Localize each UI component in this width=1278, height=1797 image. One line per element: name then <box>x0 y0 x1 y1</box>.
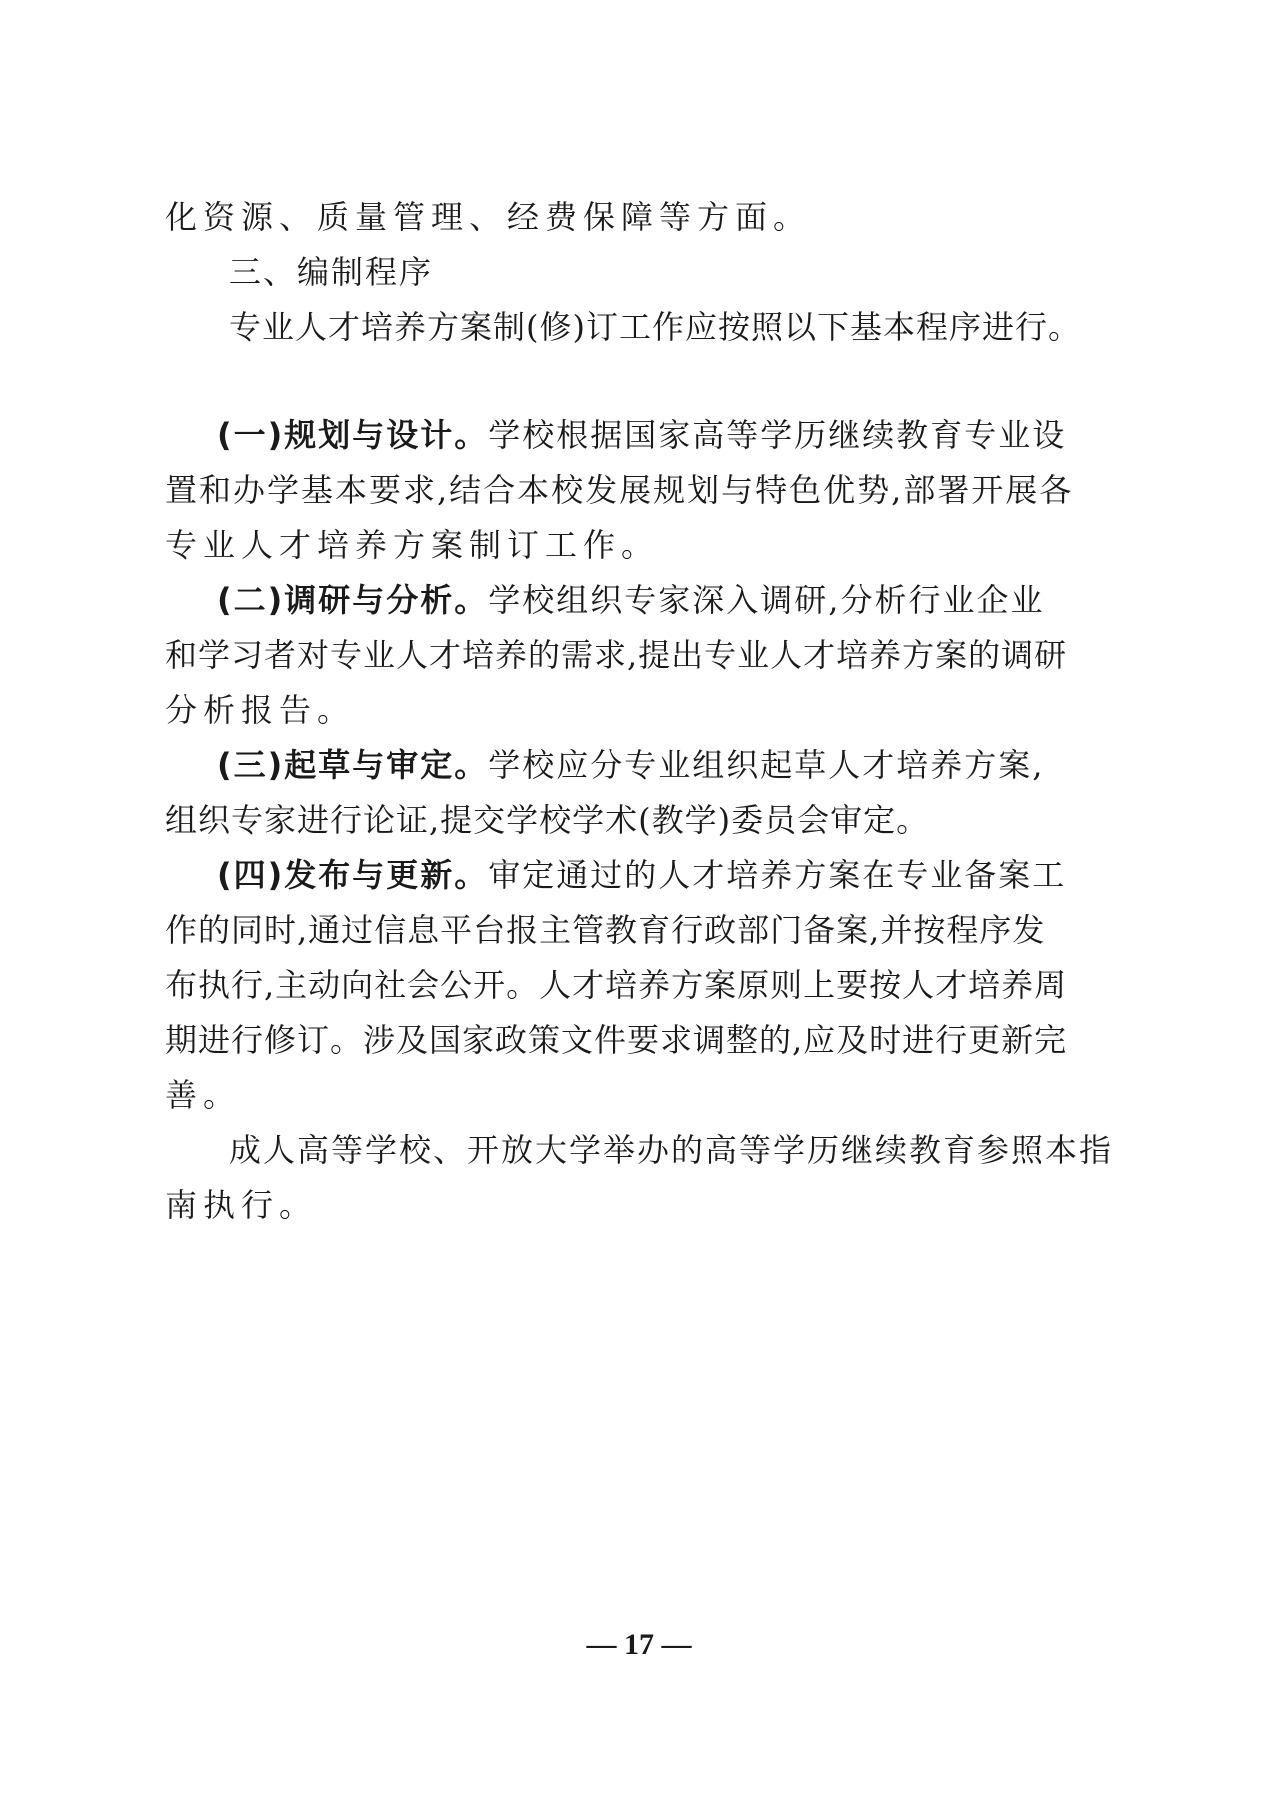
step4-text: 审定通过的人才培养方案在专业备案工 <box>488 856 1067 894</box>
step2-lead: (二)调研与分析。 <box>217 581 489 619</box>
step4-line1 <box>165 855 1103 895</box>
step4-line2: 作的同时,通过信息平台报主管教育行政部门备案,并按程序发 <box>165 911 1046 949</box>
step3-lead: (三)起草与审定。 <box>217 746 489 784</box>
closing-line1: 成人高等学校、开放大学举办的高等学历继续教育参照本指 <box>229 1131 1114 1169</box>
step1-line1 <box>165 415 1103 455</box>
paragraph-line: 化资源、质量管理、经费保障等方面。 <box>165 198 812 236</box>
step2-line3: 分析报告。 <box>165 691 356 729</box>
step4-line3: 布执行,主动向社会公开。人才培养方案原则上要按人才培养周 <box>165 966 1068 1004</box>
step4-line4: 期进行修订。涉及国家政策文件要求调整的,应及时进行更新完 <box>165 1021 1068 1059</box>
step1-line2: 置和办学基本要求,结合本校发展规划与特色优势,部署开展各 <box>165 471 1074 509</box>
intro-paragraph: 专业人才培养方案制(修)订工作应按照以下基本程序进行。 <box>229 308 1081 346</box>
step3-line2: 组织专家进行论证,提交学校学术(教学)委员会审定。 <box>165 801 930 839</box>
step4-line5: 善。 <box>165 1076 242 1114</box>
step2-line2: 和学习者对专业人才培养的需求,提出专业人才培养方案的调研 <box>165 636 1068 674</box>
step4-lead: (四)发布与更新。 <box>217 856 489 894</box>
step1-lead: (一)规划与设计。 <box>217 416 489 454</box>
step1-text: 学校根据国家高等学历继续教育专业设 <box>488 416 1067 454</box>
closing-line2: 南执行。 <box>165 1186 318 1224</box>
step2-line1 <box>165 580 1103 620</box>
step3-text: 学校应分专业组织起草人才培养方案, <box>488 746 1045 784</box>
step3-line1 <box>165 745 1103 785</box>
page-number: — 17 — <box>586 1628 692 1661</box>
step1-line3: 专业人才培养方案制订工作。 <box>165 526 660 564</box>
section-heading: 三、编制程序 <box>229 253 434 291</box>
step2-text: 学校组织专家深入调研,分析行业企业 <box>488 581 1045 619</box>
